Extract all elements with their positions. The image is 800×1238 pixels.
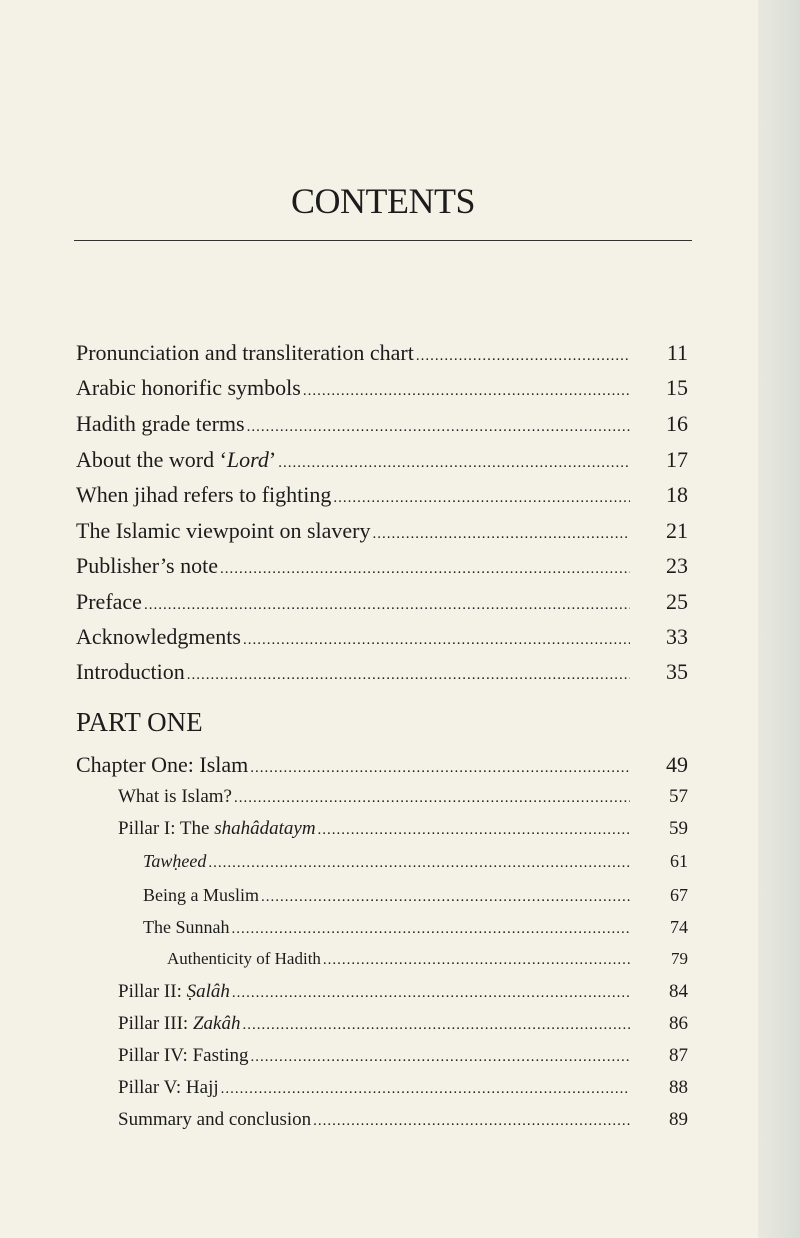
toc-entry-page: 87 [669,1045,688,1066]
toc-entry-label: Arabic honorific symbols [76,375,301,400]
dot-leader [333,490,630,507]
title-rule [74,240,692,241]
toc-entry-label: What is Islam? [118,786,232,807]
toc-entry-label: Acknowledgments [76,624,241,649]
toc-entry-label: When jihad refers to fighting [76,482,332,507]
toc-entry[interactable] [76,589,688,615]
toc-entry-page: 49 [666,752,688,777]
toc-entry-label: Preface [76,589,142,614]
dot-leader [278,455,630,472]
dot-leader [251,1049,630,1066]
toc-entry-label: Authenticity of Hadith [167,949,321,968]
dot-leader [313,1113,630,1130]
toc-entry[interactable] [76,752,688,778]
dot-leader [221,1081,630,1098]
dot-leader [247,419,630,436]
dot-leader [208,855,630,872]
toc-entry-label: The Islamic viewpoint on slavery [76,518,371,543]
part-heading: PART ONE [76,707,203,737]
toc-entry[interactable] [118,1109,688,1131]
toc-entry-page: 84 [669,981,688,1002]
toc-entry-page: 35 [666,659,688,684]
toc-entry-page: 23 [666,553,688,578]
dot-leader [232,985,630,1002]
toc-entry-page: 21 [666,518,688,543]
toc-entry[interactable] [76,518,688,544]
toc-entry-page: 11 [666,340,688,365]
toc-entry[interactable] [76,411,688,437]
toc-entry[interactable] [118,1077,688,1099]
dot-leader [416,348,630,365]
toc-entry-page: 79 [671,949,688,968]
dot-leader [323,952,630,969]
toc-entry[interactable] [143,885,688,906]
toc-entry-label: Publisher’s note [76,553,218,578]
toc-entry-page: 59 [669,818,688,839]
toc-entry[interactable] [167,949,688,969]
toc-entry-label: Chapter One: Islam [76,752,249,777]
toc-entry[interactable] [76,482,688,508]
toc-entry-page: 33 [666,624,688,649]
toc-entry-page: 57 [669,786,688,807]
toc-entry[interactable] [118,981,688,1003]
toc-entry[interactable] [118,818,688,840]
toc-entry-label: Pillar I: The shahâdataym [118,818,316,839]
toc-entry-label: Pillar IV: Fasting [118,1045,249,1066]
dot-leader [243,632,630,649]
dot-leader [234,790,630,807]
toc-entry-label: Pronunciation and transliteration chart [76,340,414,365]
toc-entry-label: Tawḥeed [143,851,207,871]
dot-leader [231,921,630,938]
toc-entry-page: 17 [666,447,688,472]
dot-leader [303,383,630,400]
dot-leader [261,889,630,906]
toc-entry-page: 88 [669,1077,688,1098]
toc-entry-label: Pillar III: Zakâh [118,1013,241,1034]
toc-entry-label: About the word ‘Lord’ [76,447,277,472]
toc-entry[interactable] [118,1045,688,1067]
toc-entry-page: 18 [666,482,688,507]
toc-entry-page: 86 [669,1013,688,1034]
toc-entry[interactable] [76,553,688,579]
page-edge [758,0,800,1238]
toc-entry-label: Introduction [76,659,185,684]
toc-entry-label: Hadith grade terms [76,411,245,436]
toc-entry-page: 89 [669,1109,688,1130]
toc-entry-page: 61 [670,851,688,871]
dot-leader [242,1017,630,1034]
dot-leader [372,526,630,543]
toc-entry-label: Being a Muslim [143,885,259,905]
toc-entry-page: 74 [670,917,688,937]
page-title: CONTENTS [291,181,475,221]
toc-entry[interactable] [76,375,688,401]
toc-entry[interactable] [76,659,688,685]
dot-leader [220,561,630,578]
toc-entry[interactable] [76,624,688,650]
dot-leader [250,760,630,777]
toc-entry-page: 16 [666,411,688,436]
toc-entry-page: 67 [670,885,688,905]
toc-entry-label: Summary and conclusion [118,1109,312,1130]
toc-entry[interactable] [76,447,688,473]
toc-entry-page: 15 [666,375,688,400]
toc-entry[interactable] [143,851,688,872]
dot-leader [187,667,630,684]
dot-leader [144,597,630,614]
toc-entry-label: Pillar V: Hajj [118,1077,219,1098]
toc-entry-label: The Sunnah [143,917,230,937]
dot-leader [318,822,630,839]
toc-entry[interactable] [143,917,688,938]
toc-entry[interactable] [118,1013,688,1035]
toc-entry[interactable] [118,786,688,808]
toc-entry-label: Pillar II: Ṣalâh [118,981,230,1002]
toc-entry[interactable] [76,340,688,366]
toc-entry-page: 25 [666,589,688,614]
